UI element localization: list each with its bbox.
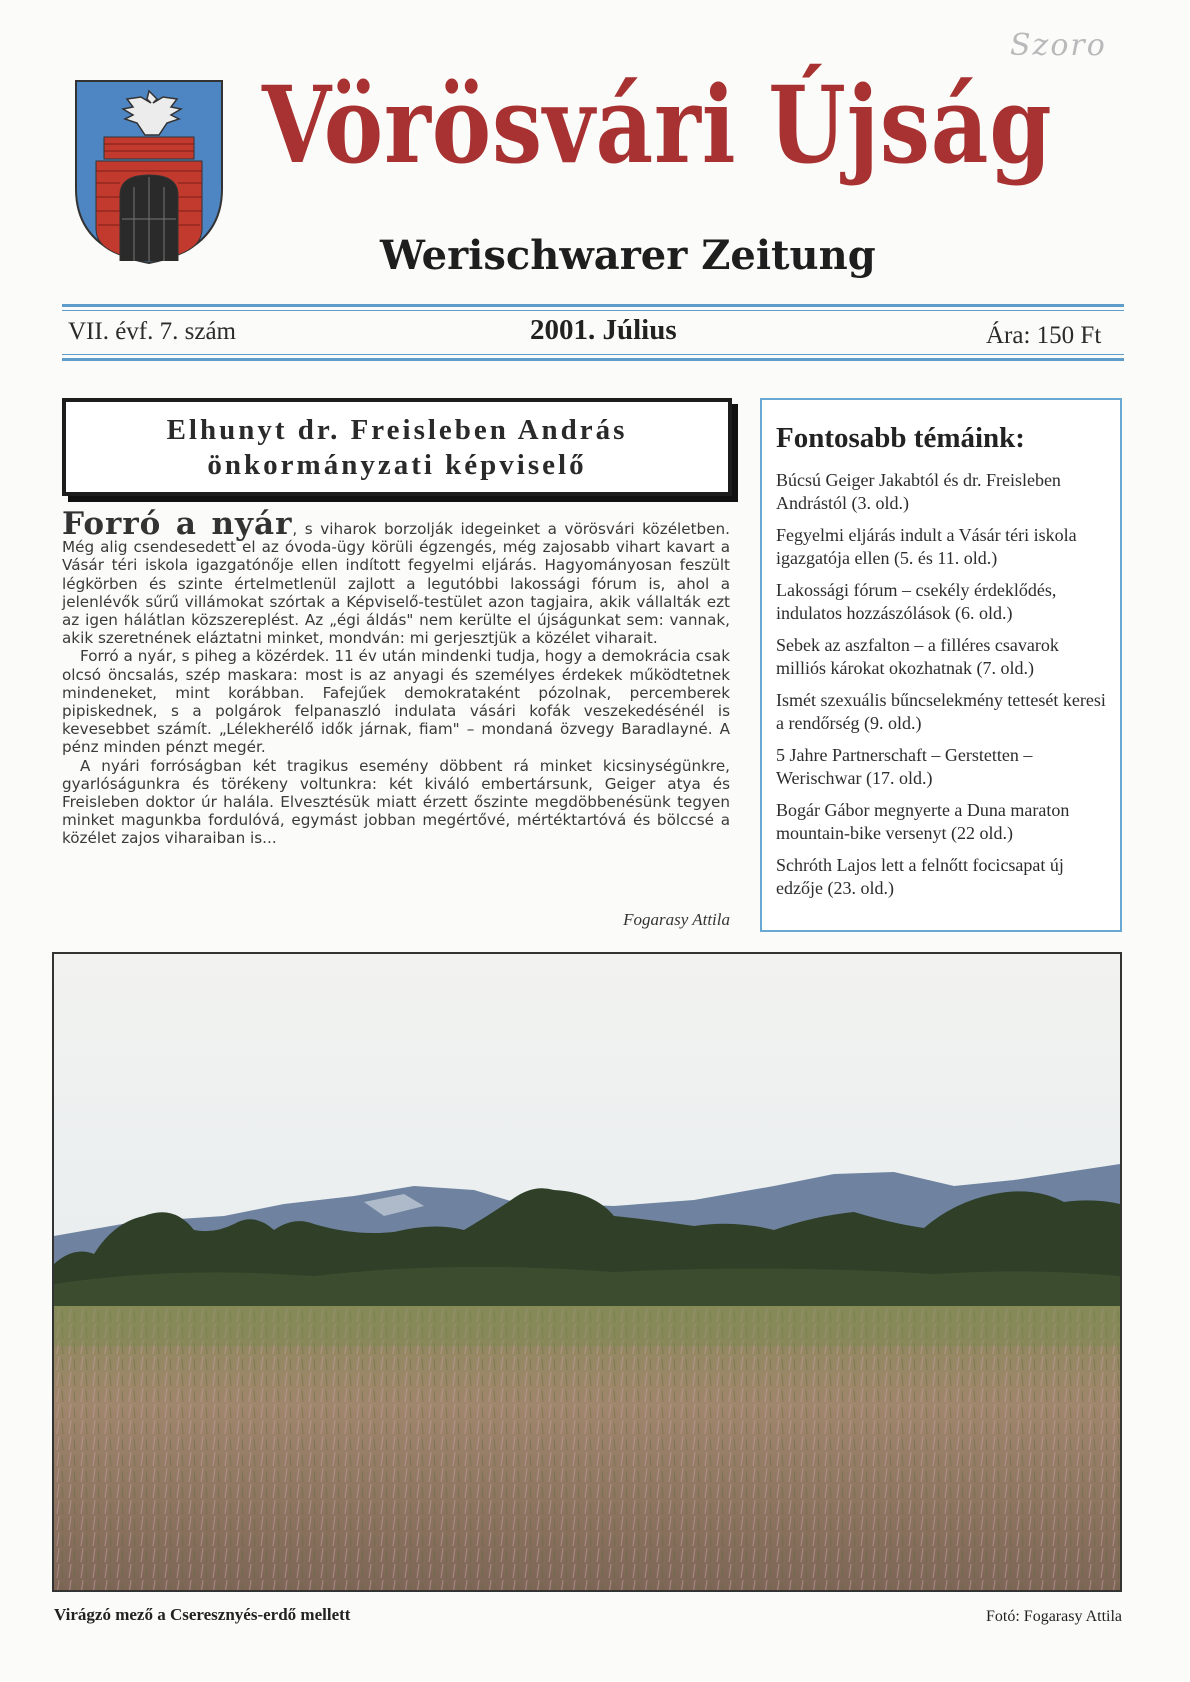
header-rule-top-thin [62, 310, 1124, 311]
photo-credit: Fotó: Fogarasy Attila [986, 1608, 1122, 1625]
coat-of-arms [74, 79, 224, 265]
article-paragraph [62, 506, 730, 648]
article-paragraph-2: Forró a nyár, s piheg a közérdek. 11 év után mindenki tudja, hogy a demokrácia csak olcsó öncsalás, szép maskara: most is az anyagi és személyes érdekek működtetnek mindeneket, mint korábban. Fafejűek demokrataként pózolnak, percemberek pipiskednek, s a polgárok felpanaszló indulata vásári kofák veszekedésénél is kevesebbet számít. „Lélekherélő idők járnak, fiam" – mondaná özvegy Baradlayné. A pénz minden pénzt megér. [62, 647, 730, 757]
article-paragraph-3: A nyári forróságban két tragikus esemény döbbent rá minket kicsinységünkre, gyarlóságunkra és törékeny voltunkra: két kiváló embertársunk, Geiger atya és Freisleben doktor úr halála. Elvesztésük miatt érzett őszinte megdöbbenésünk tegyen minket magunkba fordulóvá, egymást jobban megértővé, mértéktartóvá és bölccsé a közélet zajos viharaiban is... [62, 756, 730, 848]
topics-title: Fontosabb témáink: [776, 422, 1025, 454]
issue-number: VII. évf. 7. szám [68, 318, 236, 345]
issue-price: Ára: 150 Ft [986, 322, 1102, 349]
header-rule-bottom-thin [62, 354, 1124, 355]
topic-item[interactable]: Bogár Gábor megnyerte a Duna maraton mountain-bike versenyt (22 old.) [776, 800, 1070, 843]
landscape-photo [52, 952, 1122, 1592]
obituary-headline-box [62, 398, 732, 496]
topic-item[interactable]: Sebek az aszfalton – a filléres csavarok milliós károkat okozhatnak (7. old.) [776, 635, 1059, 678]
topic-item[interactable]: Schróth Lajos lett a felnőtt focicsapat új edzője (23. old.) [776, 855, 1064, 898]
obituary-headline-line2: önkormányzati képviselő [207, 449, 587, 481]
header-rule-top [62, 304, 1124, 307]
editorial-article [62, 506, 730, 848]
issue-date: 2001. Július [530, 314, 677, 346]
topic-item[interactable]: Lakossági fórum – csekély érdeklődés, indulatos hozzászólások (6. old.) [776, 580, 1057, 623]
topic-item[interactable]: Fegyelmi eljárás indult a Vásár téri iskola igazgatója ellen (5. és 11. old.) [776, 525, 1077, 568]
masthead-subtitle: Werischwarer Zeitung [380, 232, 876, 279]
obituary-headline-line1: Elhunyt dr. Freisleben András [166, 414, 628, 446]
topics-box [760, 398, 1122, 932]
topic-item[interactable]: Búcsú Geiger Jakabtól és dr. Freisleben Andrástól (3. old.) [776, 470, 1061, 513]
article-author: Fogarasy Attila [623, 910, 730, 929]
topic-item[interactable]: 5 Jahre Partnerschaft – Gerstetten – Werischwar (17. old.) [776, 745, 1033, 788]
article-lead: Forró a nyár [62, 506, 293, 542]
header-rule-bottom [62, 358, 1124, 361]
masthead-title: Vörösvári Újság [262, 62, 1053, 187]
photo-caption: Virágzó mező a Cseresznyés-erdő mellett [54, 1605, 351, 1624]
handwritten-note: Szoro [1010, 28, 1107, 63]
article-paragraph-1-text: , s viharok borzolják idegeinket a vörösvári közéletben. Még alig csendesedett el az óvoda-ügy körüli égzengés, még zajosabb vihart kavart a Vásár téri iskola igazgatónője ellen indított fegyelmi eljárás. Hagyományosan feszült légkörben és szinte értelmetlenül zajlott a legutóbbi lakossági fórum is, ahol a jelenlévők sűrű villámokat szórtak a Képviselő-testület azon tagjaira, akik vállalták ezt az igen hálátlan közszereplést. Az „égi áldás" nem kerülte el újságunkat sem: vannak, akik szeretnének eláztatni minket, mondván: mi gerjesztjük a közélet viharait. [62, 520, 730, 648]
topic-item[interactable]: Ismét szexuális bűncselekmény tettesét keresi a rendőrség (9. old.) [776, 690, 1106, 733]
